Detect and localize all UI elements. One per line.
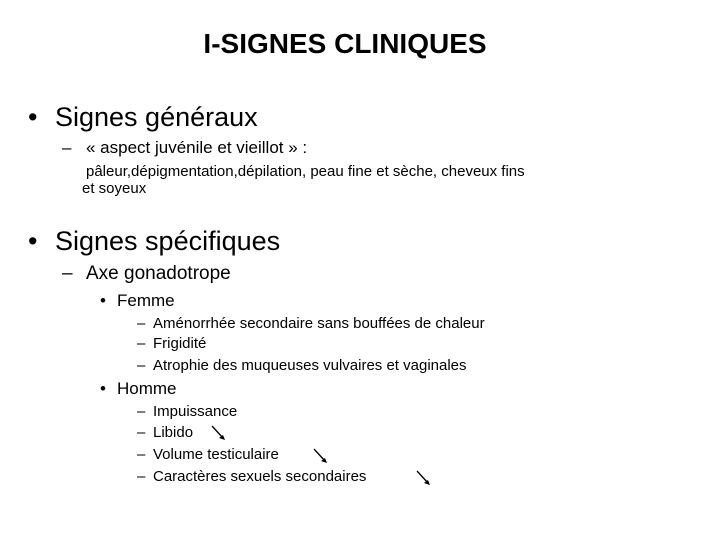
femme-item: Frigidité	[153, 335, 207, 352]
dash-marker: –	[137, 335, 146, 352]
section-heading-specific: Signes spécifiques	[55, 226, 281, 256]
dash-marker: –	[137, 357, 146, 374]
arrow-down-right-icon	[211, 425, 227, 441]
sub-label-axe: Axe gonadotrope	[86, 263, 231, 284]
dash-marker: –	[137, 446, 146, 463]
homme-item: Impuissance	[153, 403, 238, 420]
dash-marker: –	[137, 424, 146, 441]
bullet-marker: •	[28, 226, 38, 256]
dash-marker: –	[62, 138, 72, 157]
section-heading-general: Signes généraux	[55, 102, 258, 132]
bullet-marker: •	[28, 102, 38, 132]
bullet-marker: •	[100, 291, 106, 310]
group-homme: Homme	[117, 379, 177, 398]
dash-marker: –	[137, 315, 146, 332]
group-femme: Femme	[117, 291, 175, 310]
dash-marker: –	[137, 468, 146, 485]
homme-item: Volume testiculaire	[153, 446, 279, 463]
dash-marker: –	[137, 403, 146, 420]
detail-text-line2: et soyeux	[82, 180, 147, 197]
bullet-marker: •	[100, 379, 106, 398]
arrow-down-right-icon	[416, 470, 432, 486]
arrow-down-right-icon	[313, 448, 329, 464]
homme-item: Libido	[153, 424, 194, 441]
femme-item: Aménorrhée secondaire sans bouffées de chaleur	[153, 315, 485, 332]
femme-item: Atrophie des muqueuses vulvaires et vaginales	[153, 357, 467, 374]
dash-marker: –	[62, 263, 73, 284]
homme-item: Caractères sexuels secondaires	[153, 468, 367, 485]
detail-text-line1: pâleur,dépigmentation,dépilation, peau fine et sèche, cheveux fins	[86, 163, 525, 180]
slide-title: I-SIGNES CLINIQUES	[203, 28, 487, 59]
sub-label-aspect: « aspect juvénile et vieillot » :	[86, 138, 308, 157]
